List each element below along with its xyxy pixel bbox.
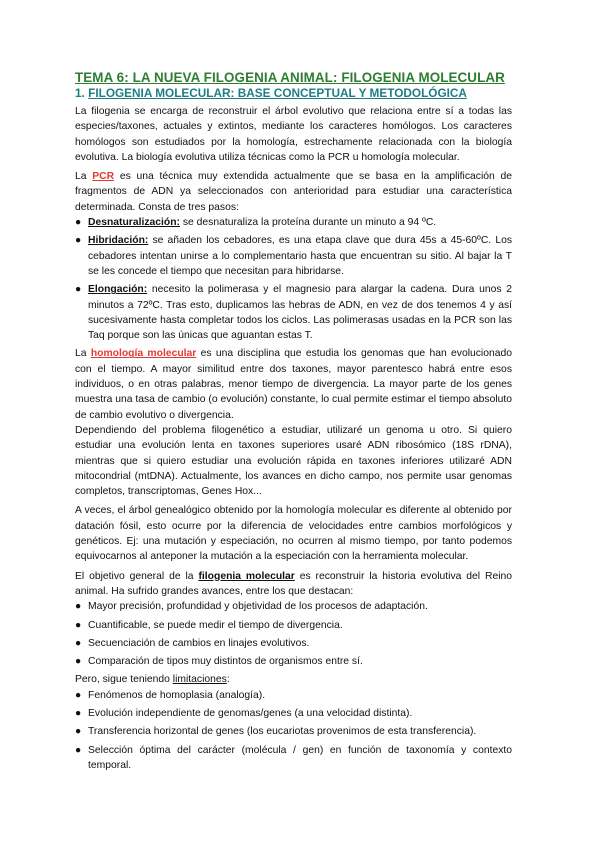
- homologia-before: La: [75, 348, 91, 360]
- pcr-after: es una técnica muy extendida actualmente que se basa en la amplificación de fragmentos de ADN ya seleccionados con anterioridad para estudiar una característica determinada. Consta de tres pasos:: [75, 171, 513, 213]
- list-item-text: Selección óptima del carácter (molécula / gen) en función de taxonomía y contexto temporal.: [88, 744, 512, 771]
- list-item: [75, 215, 512, 230]
- bullet-icon: ●: [75, 744, 82, 756]
- step-text: necesito la polimerasa y el magnesio para alargar la cadena. Dura unos 2 minutos a 72ºC. Tras esto, duplicamos las hebras de ADN, en vez de dos tenemos 4 y así sucesivamente hasta completar todos los ciclos. Las polimerasas usadas en la PCR son las Taq porque son las únicas que aguantan estas T.: [88, 284, 512, 342]
- objetivo-paragraph: [75, 569, 512, 600]
- step-term: Hibridación:: [88, 235, 149, 247]
- pcr-before: La: [75, 171, 93, 183]
- list-item-text: Secuenciación de cambios en linajes evolutivos.: [88, 637, 310, 649]
- list-item: [75, 706, 512, 721]
- bullet-icon: ●: [75, 284, 82, 296]
- list-item: [75, 654, 512, 669]
- list-item-text: Evolución independiente de genomas/genes (a una velocidad distinta).: [88, 707, 413, 719]
- problema-paragraph: Dependiendo del problema filogenético a estudiar, utilizaré un genoma u otro. Si quiero estudiar una evolución lenta en taxones superiores usaré ADN ribosómico (18S rDNA), mientras que si quiero estudiar una evolución rápida en taxones inferiores utilizaré ADN mitocondrial (mtDNA). Actualmente, los avances en dicho campo, nos permite usar genomas completos, transcriptomas, Genes Hox...: [75, 424, 512, 498]
- bullet-icon: ●: [75, 235, 82, 247]
- intro-paragraph: La filogenia se encarga de reconstruir el árbol evolutivo que relaciona entre sí a todas las especies/taxones, actuales y extintos, mediante los caracteres homólogos. Los caracteres homólogos son estudiados por la homología, estrechamente relacionada con la biología evolutiva. La biología evolutiva utiliza técnicas como la PCR u homología molecular.: [75, 106, 512, 163]
- objetivo-after: es reconstruir la historia evolutiva del Reino animal. Ha sufrido grandes avances, entre los que destacan:: [75, 570, 513, 597]
- pcr-paragraph: [75, 169, 512, 215]
- list-item: [75, 724, 512, 739]
- limitaciones-after: :: [226, 674, 230, 686]
- section-number: 1.: [75, 86, 85, 100]
- section-heading: [75, 86, 512, 100]
- objetivo-term: filogenia molecular: [198, 570, 295, 582]
- list-item-text: Transferencia horizontal de genes (los eucariotas provenimos de esta transferencia).: [88, 726, 477, 738]
- list-item: [75, 282, 512, 343]
- homologia-after: es una disciplina que estudia los genomas que han evolucionado con el tiempo. A mayor similitud entre dos taxones, mayor parentesco habrá entre esos individuos, o en otras palabras, menor tiempo de divergencia. La mayor parte de los genes muestra una tasa de cambio (o evolución) constante, lo cual permite estimar el tiempo absoluto de cambio evolutivo o divergencia.: [75, 348, 512, 421]
- limitaciones-list: [75, 688, 512, 773]
- step-term: Desnaturalización:: [88, 217, 180, 229]
- bullet-icon: ●: [75, 656, 82, 668]
- limitaciones-term: limitaciones: [172, 674, 227, 686]
- bullet-icon: ●: [75, 619, 82, 631]
- limitaciones-before: Pero, sigue teniendo: [75, 674, 173, 686]
- avances-list: [75, 599, 512, 669]
- list-item: [75, 599, 512, 614]
- bullet-icon: ●: [75, 689, 82, 701]
- bullet-icon: ●: [75, 637, 82, 649]
- bullet-icon: ●: [75, 601, 82, 613]
- list-item: [75, 636, 512, 651]
- bullet-icon: ●: [75, 217, 82, 229]
- pcr-steps-list: [75, 215, 512, 343]
- list-item-text: Fenómenos de homoplasia (analogía).: [88, 689, 266, 701]
- objetivo-before: El objetivo general de la: [75, 570, 199, 582]
- section-title: FILOGENIA MOLECULAR: BASE CONCEPTUAL Y METODOLÓGICA: [88, 86, 467, 100]
- limitaciones-paragraph: [75, 672, 512, 687]
- page-title: TEMA 6: LA NUEVA FILOGENIA ANIMAL: FILOGENIA MOLECULAR: [75, 70, 505, 85]
- bullet-icon: ●: [75, 726, 82, 738]
- homologia-paragraph: [75, 346, 512, 422]
- arbol-paragraph: A veces, el árbol genealógico obtenido por la homología molecular es diferente al obtenido por datación fósil, esto ocurre por la diferencia de velocidades entre cambios morfológicos y genéticos. Ej: una mutación y especiación, no ocurren al mismo tiempo, por tanto podemos equivocarnos al anteponer la mutación a la especiación con la herramienta molecular.: [75, 505, 512, 563]
- step-text: se desnaturaliza la proteína durante un minuto a 94 ºC.: [179, 217, 437, 229]
- list-item-text: Cuantificable, se puede medir el tiempo de divergencia.: [88, 619, 343, 631]
- bullet-icon: ●: [75, 707, 82, 719]
- homologia-term: homología molecular: [90, 348, 197, 360]
- list-item: [75, 618, 512, 633]
- list-item: [75, 688, 512, 703]
- list-item-text: Comparación de tipos muy distintos de organismos entre sí.: [88, 656, 363, 668]
- list-item: [75, 233, 512, 279]
- pcr-term: PCR: [92, 171, 115, 183]
- step-term: Elongación:: [88, 284, 148, 296]
- list-item: [75, 743, 512, 774]
- step-text: se añaden los cebadores, es una etapa clave que dura 45s a 45-60ºC. Los cebadores intentan unirse a lo complementario hasta que encuentran su sitio. Al bajar la T se les concede el tiempo que necesitan para hibridarse.: [88, 235, 512, 277]
- list-item-text: Mayor precisión, profundidad y objetividad de los procesos de adaptación.: [88, 601, 428, 613]
